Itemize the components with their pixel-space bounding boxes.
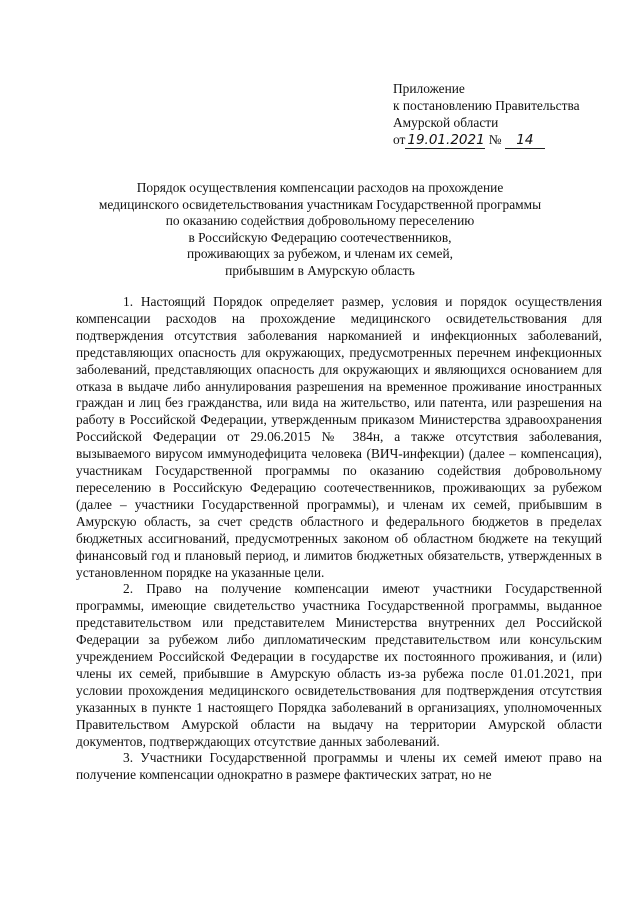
appendix-line-2: к постановлению Правительства bbox=[393, 98, 580, 113]
document-title bbox=[60, 180, 580, 279]
appendix-line-1: Приложение bbox=[393, 81, 465, 96]
handwritten-number: 14 bbox=[505, 133, 545, 149]
title-line: медицинского освидетельствования участникам Государственной программы bbox=[98, 196, 542, 212]
paragraph-3: 3. Участники Государственной программы и члены их семей имеют право на получение компенсации однократно в размере фактических затрат, но не bbox=[76, 750, 602, 783]
appendix-block bbox=[393, 80, 623, 149]
appendix-line-3: Амурской области bbox=[393, 115, 499, 130]
paragraph-2: 2. Право на получение компенсации имеют участники Государственной программы, имеющие свидетельство участника Государственной программы, выданное представительством или представителем Министерства внутренних дел Российской Федерации за рубежом либо дипломатическим представительством или консульским учреждением Российской Федерации в государстве их постоянного проживания, и (или) члены их семей, прибывшие в Амурскую область из-за рубежа после 01.01.2021, при условии прохождения медицинского освидетельствования для подтверждения отсутствия указанных в пункте 1 настоящего Порядка заболеваний в организациях, уполномоченных Правительством Амурской области на выдачу на территории Амурской области документов, подтверждающих отсутствие данных заболеваний. bbox=[76, 581, 602, 749]
title-line: прибывшим в Амурскую область bbox=[225, 262, 415, 278]
title-line: проживающих за рубежом, и членам их семей, bbox=[187, 246, 453, 261]
document-body bbox=[76, 294, 602, 783]
paragraph-1: 1. Настоящий Порядок определяет размер, условия и порядок осуществления компенсации расходов на прохождение медицинского освидетельствования для подтверждения отсутствия заболевания наркоманией и инфекционных заболеваний, представляющих опасность для окружающих, предусмотренных перечнем инфекционных заболеваний, представляющих опасность для окружающих и являющихся основанием для отказа в выдаче либо аннулирования разрешения на временное проживание иностранных граждан и лиц без гражданства, или вида на жительство, или патента, или разрешения на работу в Российской Федерации, утвержденным приказом Министерства здравоохранения Российской Федерации от 29.06.2015 № 384н, а также отсутствия заболевания, вызываемого вирусом иммунодефицита человека (ВИЧ-инфекции) (далее – компенсация), участникам Государственной программы по оказанию содействия добровольному переселению в Российскую Федерацию соотечественников, проживающих за рубежом (далее – участники Государственной программы), и членам их семей, прибывшим в Амурскую область, за счет средств областного и федерального бюджетов в пределах бюджетных ассигнований, предусмотренных законом об областном бюджете на текущий финансовый год и плановый период, и лимитов бюджетных обязательств, утвержденных в установленном порядке на указанные цели. bbox=[76, 294, 602, 580]
title-line: по оказанию содействия добровольному переселению bbox=[165, 213, 475, 228]
handwritten-date: 19.01.2021 bbox=[407, 132, 485, 148]
appendix-date-line bbox=[393, 131, 623, 149]
date-prefix: от bbox=[393, 132, 406, 147]
title-line: Порядок осуществления компенсации расходов на прохождение bbox=[136, 180, 504, 195]
title-line: в Российскую Федерацию соотечественников, bbox=[188, 229, 452, 245]
number-label: № bbox=[488, 132, 502, 147]
